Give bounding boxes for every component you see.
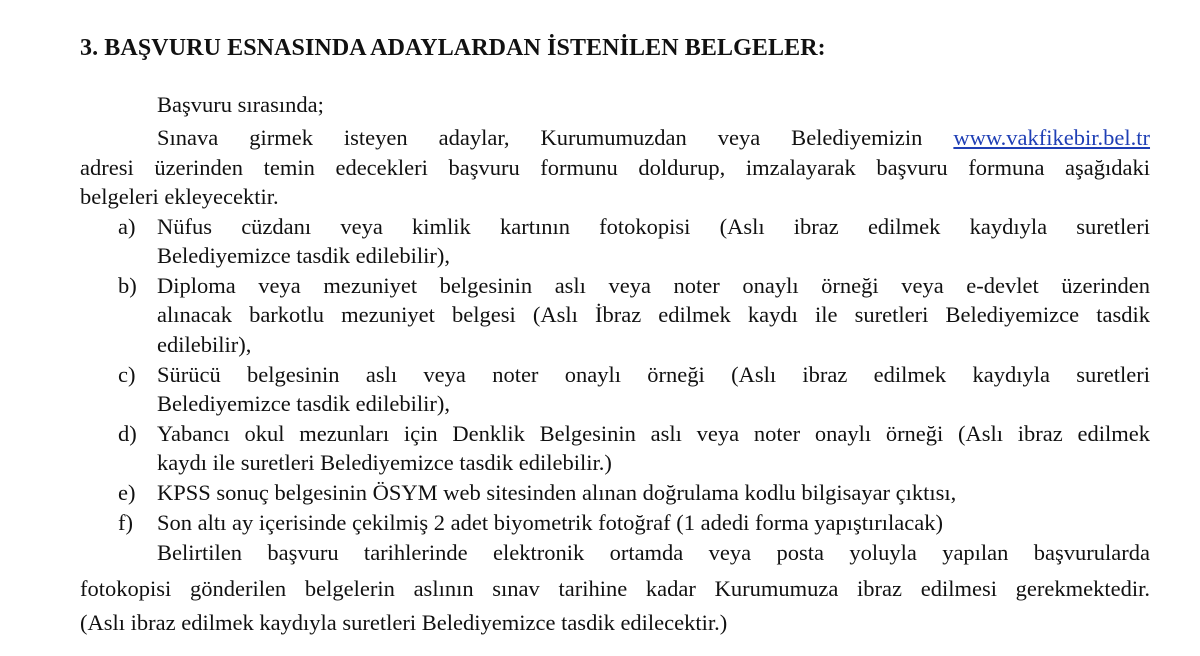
- item-b-line2: alınacak barkotlu mezuniyet belgesi (Aslı İbraz edilmek kaydı ile suretleri Belediyemizce tasdik: [157, 302, 1150, 327]
- item-a-line1: Nüfus cüzdanı veya kimlik kartının fotokopisi (Aslı ibraz edilmek kaydıyla suretleri: [157, 214, 1150, 239]
- item-b-marker: b): [118, 273, 137, 298]
- item-b-line1: Diploma veya mezuniyet belgesinin aslı veya noter onaylı örneği veya e-devlet üzerinden: [157, 273, 1150, 298]
- item-a-line2: Belediyemizce tasdik edilebilir),: [157, 243, 451, 268]
- paragraph1-line3: belgeleri ekleyecektir.: [80, 184, 279, 209]
- section-heading: 3. BAŞVURU ESNASINDA ADAYLARDAN İSTENİLEN BELGELER:: [80, 35, 826, 61]
- item-f-line1: Son altı ay içerisinde çekilmiş 2 adet biyometrik fotoğraf (1 adedi forma yapıştırılacak): [157, 510, 943, 535]
- item-c-line2: Belediyemizce tasdik edilebilir),: [157, 391, 451, 416]
- intro-text: Başvuru sırasında;: [157, 92, 324, 117]
- item-a-marker: a): [118, 214, 136, 239]
- item-d-line1: Yabancı okul mezunları için Denklik Belgesinin aslı veya noter onaylı örneği (Aslı ibraz edilmek: [157, 421, 1150, 446]
- item-c-line1: Sürücü belgesinin aslı veya noter onaylı örneği (Aslı ibraz edilmek kaydıyla suretleri: [157, 362, 1150, 387]
- item-e-line1: KPSS sonuç belgesinin ÖSYM web sitesinden alınan doğrulama kodlu bilgisayar çıktısı,: [157, 480, 957, 505]
- closing-line2: fotokopisi gönderilen belgelerin aslının sınav tarihine kadar Kurumumuza ibraz edilmesi gerekmektedir.: [80, 576, 1150, 601]
- paragraph1-line1: [157, 124, 1150, 152]
- item-f-marker: f): [118, 510, 133, 535]
- item-d-marker: d): [118, 421, 137, 446]
- paragraph1-line2: adresi üzerinden temin edecekleri başvuru formunu doldurup, imzalayarak başvuru formuna aşağıdaki: [80, 155, 1150, 180]
- closing-line3: (Aslı ibraz edilmek kaydıyla suretleri Belediyemizce tasdik edilecektir.): [80, 610, 728, 635]
- item-e-marker: e): [118, 480, 136, 505]
- item-d-line2: kaydı ile suretleri Belediyemizce tasdik edilebilir.): [157, 450, 612, 475]
- website-link[interactable]: www.vakfikebir.bel.tr: [953, 125, 1151, 150]
- paragraph1-line1-text: Sınava girmek isteyen adaylar, Kurumumuzdan veya Belediyemizin: [157, 125, 923, 150]
- closing-line1: Belirtilen başvuru tarihlerinde elektronik ortamda veya posta yoluyla yapılan başvurularda: [157, 540, 1150, 565]
- item-c-marker: c): [118, 362, 136, 387]
- item-b-line3: edilebilir),: [157, 332, 252, 357]
